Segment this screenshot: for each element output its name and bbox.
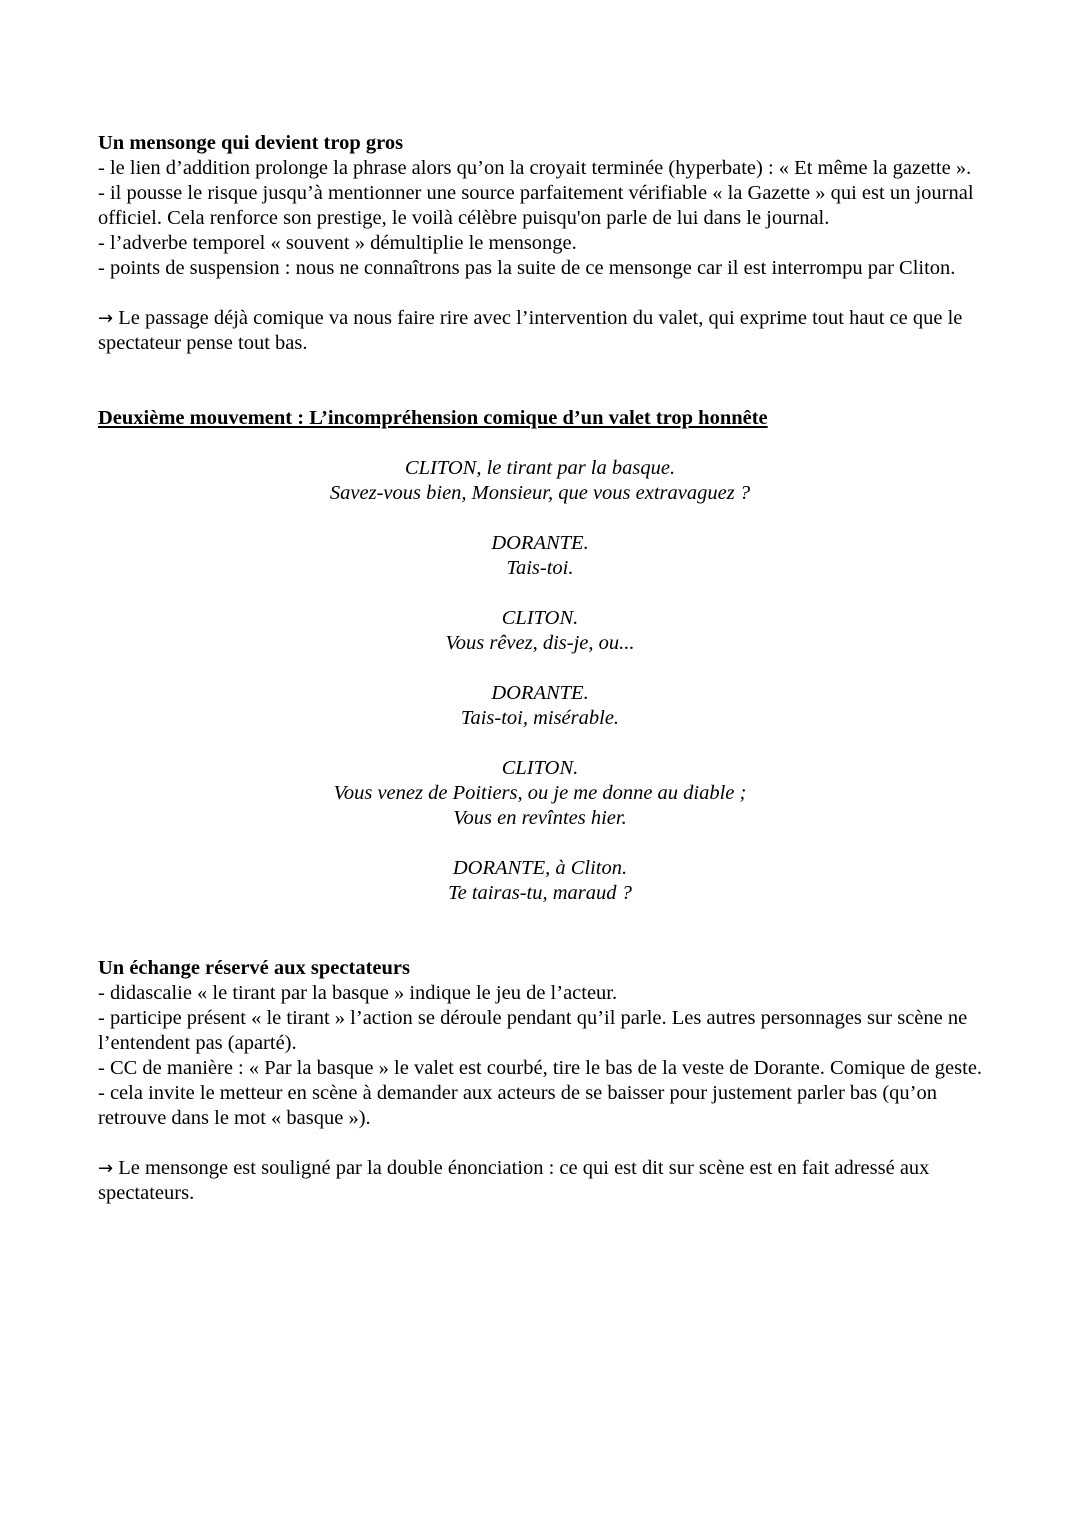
conclusion [98, 1156, 988, 1206]
conclusion-text: Le mensonge est souligné par la double énonciation : ce qui est dit sur scène est en fait adressé aux spectateurs. [98, 1157, 930, 1204]
dialogue [98, 456, 982, 906]
conclusion-text: Le passage déjà comique va nous faire rire avec l’intervention du valet, qui exprime tout haut ce que le spectateur pense tout bas. [98, 307, 963, 354]
verse-line: Vous en revîntes hier. [453, 807, 627, 829]
movement-title: Deuxième mouvement : L’incompréhension comique d’un valet trop honnête [98, 407, 768, 429]
verse-line: Tais-toi. [506, 557, 574, 579]
section-title: Un mensonge qui devient trop gros [98, 132, 404, 154]
bullet-item: - participe présent « le tirant » l’action se déroule pendant qu’il parle. Les autres personnages sur scène ne l’entendent pas (aparté). [98, 1007, 968, 1054]
dialogue-block [98, 856, 982, 906]
dialogue-block [98, 756, 982, 831]
speaker: DORANTE, à Cliton. [452, 857, 628, 879]
bullet-item: - l’adverbe temporel « souvent » démultiplie le mensonge. [98, 232, 577, 254]
section-title: Un échange réservé aux spectateurs [98, 957, 410, 979]
verse-line: Savez-vous bien, Monsieur, que vous extravaguez ? [329, 482, 751, 504]
dialogue-block [98, 606, 982, 656]
arrow-right-icon: → [98, 308, 114, 329]
speaker: CLITON, le tirant par la basque. [404, 457, 676, 479]
conclusion [98, 306, 988, 356]
dialogue-block [98, 456, 982, 506]
verse-line: Vous rêvez, dis-je, ou... [445, 632, 635, 654]
speaker: CLITON. [501, 757, 579, 779]
bullet-item: - didascalie « le tirant par la basque » indique le jeu de l’acteur. [98, 982, 618, 1004]
speaker: DORANTE. [491, 682, 589, 704]
document-content [98, 131, 988, 1206]
verse-line: Vous venez de Poitiers, ou je me donne au diable ; [333, 782, 747, 804]
bullet-item: - le lien d’addition prolonge la phrase alors qu’on la croyait terminée (hyperbate) : « Et même la gazette ». [98, 157, 972, 179]
arrow-right-icon: → [98, 1158, 114, 1179]
dialogue-block [98, 531, 982, 581]
verse-line: Te tairas-tu, maraud ? [448, 882, 632, 904]
dialogue-block [98, 681, 982, 731]
bullet-item: - cela invite le metteur en scène à demander aux acteurs de se baisser pour justement parler bas (qu’on retrouve dans le mot « basque »). [98, 1082, 938, 1129]
verse-line: Tais-toi, misérable. [460, 707, 620, 729]
speaker: DORANTE. [491, 532, 589, 554]
bullet-item: - CC de manière : « Par la basque » le valet est courbé, tire le bas de la veste de Dorante. Comique de geste. [98, 1057, 983, 1079]
bullet-item: - points de suspension : nous ne connaîtrons pas la suite de ce mensonge car il est interrompu par Cliton. [98, 257, 956, 279]
speaker: CLITON. [501, 607, 579, 629]
bullet-item: - il pousse le risque jusqu’à mentionner une source parfaitement vérifiable « la Gazette » qui est un journal officiel. Cela renforce son prestige, le voilà célèbre puisqu'on parle de lui dans le journal. [98, 182, 974, 229]
